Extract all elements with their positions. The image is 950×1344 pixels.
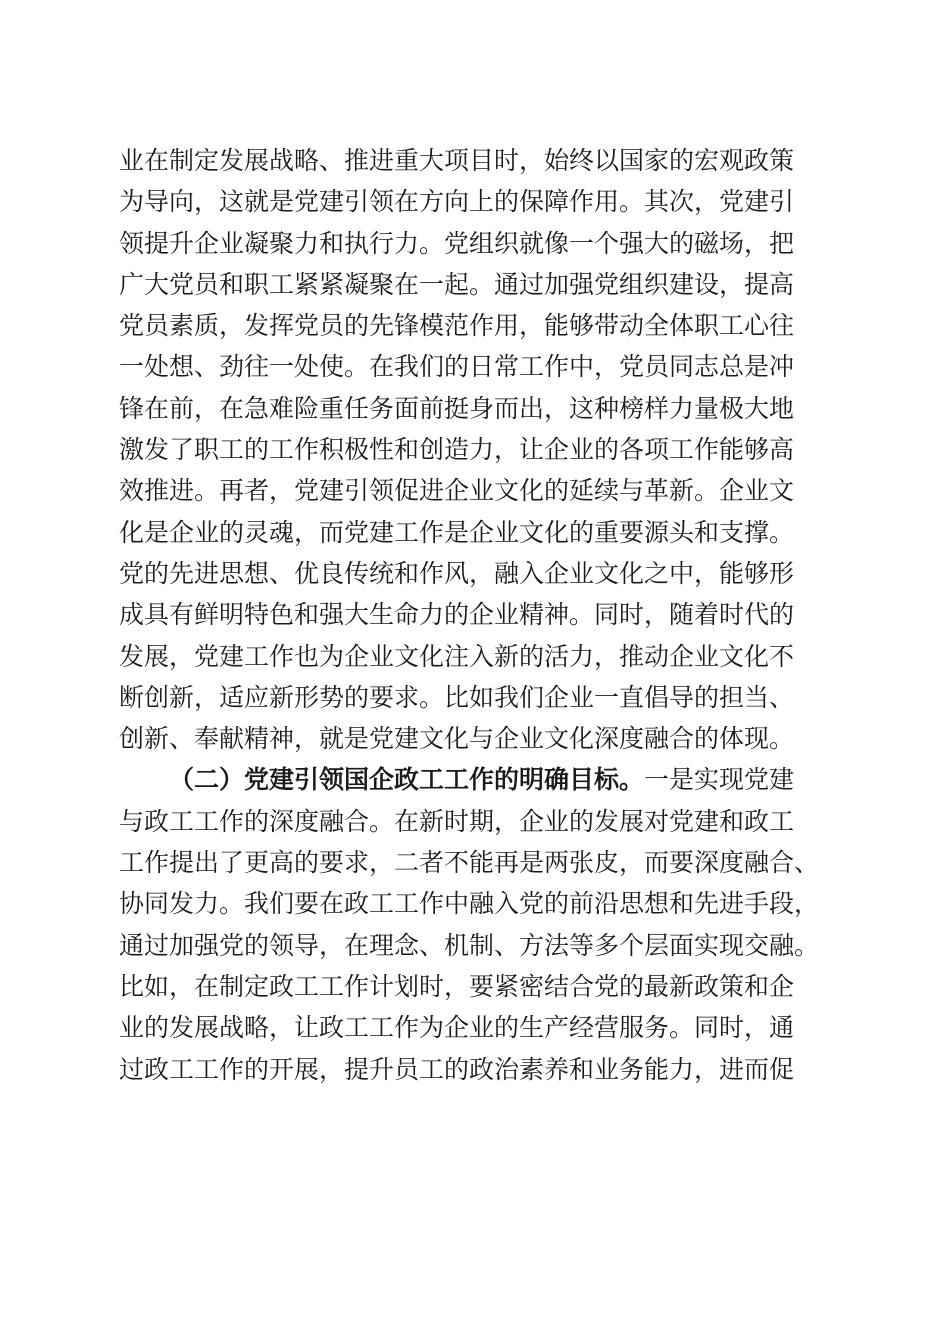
text-line: 为导向，这就是党建引领在方向上的保障作用。其次，党建引 bbox=[119, 187, 795, 217]
text-line: 广大党员和职工紧紧凝聚在一起。通过加强党组织建设，提高 bbox=[119, 269, 795, 299]
text-line: 与政工工作的深度融合。在新时期，企业的发展对党建和政工 bbox=[119, 806, 795, 836]
text-line: 业的发展战略，让政工工作为企业的生产经营服务。同时，通 bbox=[119, 1013, 795, 1043]
text-line: 断创新，适应新形势的要求。比如我们企业一直倡导的担当、 bbox=[119, 682, 795, 712]
body-text bbox=[119, 140, 859, 1090]
text-line: 发展，党建工作也为企业文化注入新的活力，推动企业文化不 bbox=[119, 641, 795, 671]
text-line: 领提升企业凝聚力和执行力。党组织就像一个强大的磁场，把 bbox=[119, 228, 795, 258]
text-line: 激发了职工的工作积极性和创造力，让企业的各项工作能够高 bbox=[119, 435, 795, 465]
section-heading-line bbox=[119, 759, 859, 800]
section-heading-rest: 一是实现党建 bbox=[644, 765, 795, 795]
text-line: 工作提出了更高的要求，二者不能再是两张皮，而要深度融合、 bbox=[119, 848, 820, 878]
text-line: 比如，在制定政工工作计划时，要紧密结合党的最新政策和企 bbox=[119, 971, 795, 1001]
text-line: 党的先进思想、优良传统和作风，融入企业文化之中，能够形 bbox=[119, 558, 795, 588]
text-line: 通过加强党的领导，在理念、机制、方法等多个层面实现交融。 bbox=[119, 930, 820, 960]
text-line: 党员素质，发挥党员的先锋模范作用，能够带动全体职工心往 bbox=[119, 311, 795, 341]
text-line: 业在制定发展战略、推进重大项目时，始终以国家的宏观政策 bbox=[119, 146, 795, 175]
text-line: 创新、奉献精神，就是党建文化与企业文化深度融合的体现。 bbox=[119, 724, 795, 754]
text-line: 锋在前，在急难险重任务面前挺身而出，这种榜样力量极大地 bbox=[119, 393, 795, 423]
text-line: 成具有鲜明特色和强大生命力的企业精神。同时，随着时代的 bbox=[119, 600, 795, 630]
text-line: 化是企业的灵魂，而党建工作是企业文化的重要源头和支撑。 bbox=[119, 517, 795, 547]
text-line: 一处想、劲往一处使。在我们的日常工作中，党员同志总是冲 bbox=[119, 352, 795, 382]
text-line: 协同发力。我们要在政工工作中融入党的前沿思想和先进手段， bbox=[119, 889, 820, 919]
section-heading: （二）党建引领国企政工工作的明确目标。 bbox=[169, 765, 645, 795]
text-line: 效推进。再者，党建引领促进企业文化的延续与革新。企业文 bbox=[119, 476, 795, 506]
text-line: 过政工工作的开展，提升员工的政治素养和业务能力，进而促 bbox=[119, 1054, 795, 1084]
